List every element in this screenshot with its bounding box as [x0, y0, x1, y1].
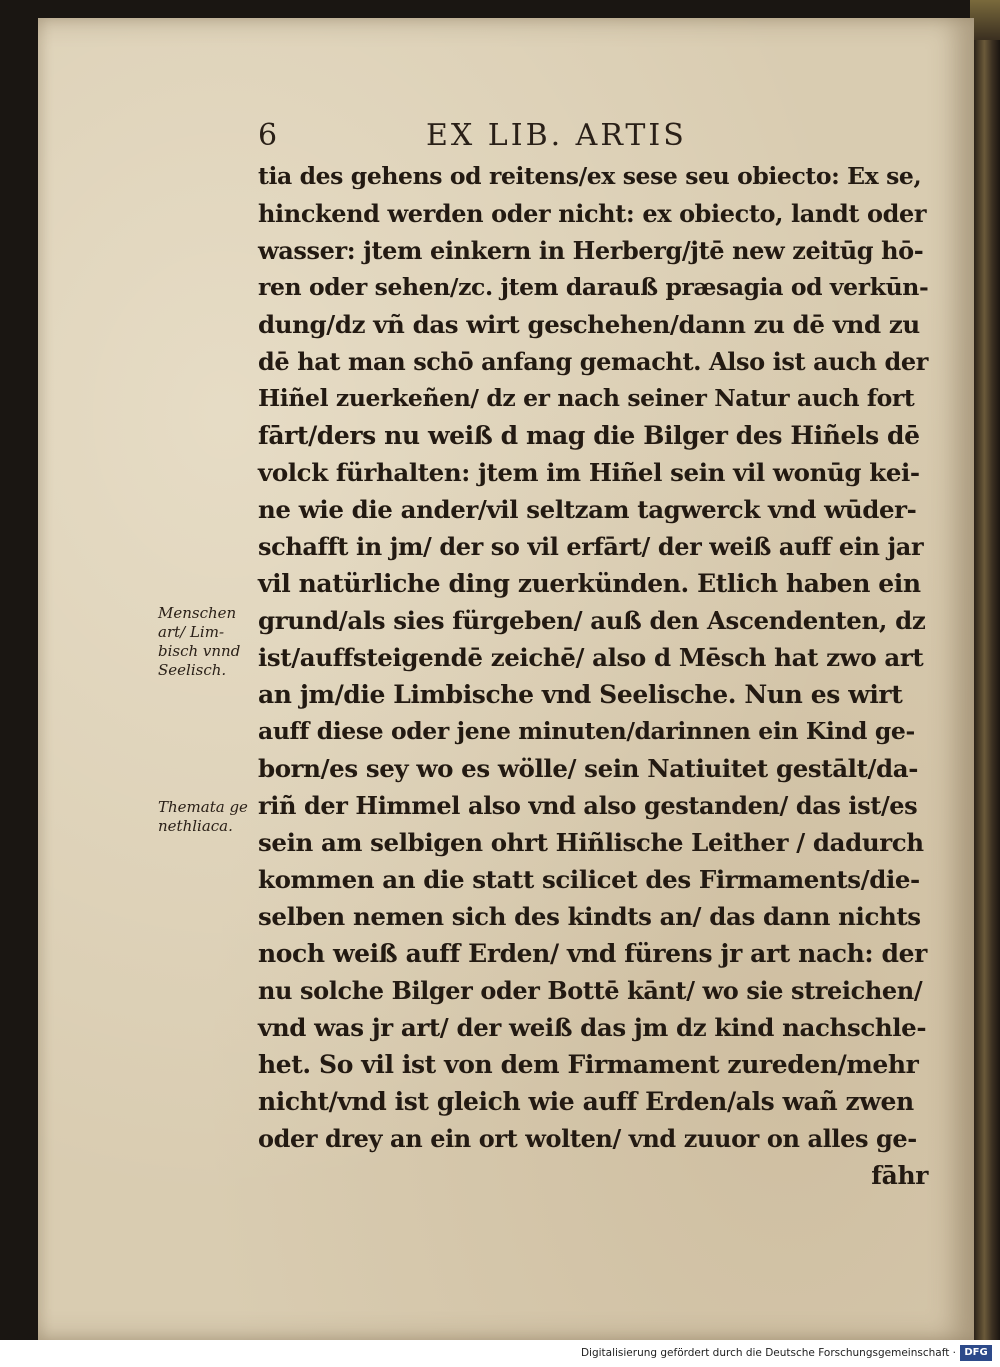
body-text	[258, 158, 928, 1194]
catchword: fāhr	[871, 1161, 928, 1190]
marginal-note-line: art/ Lim-	[158, 623, 225, 641]
book-edge-top	[970, 0, 1000, 40]
marginal-note-line: Seelisch.	[158, 661, 227, 679]
text-line: het. So vil ist von dem Firmament zureden/mehr	[258, 1050, 919, 1079]
text-line: noch weiß auff Erden/ vnd fürens jr art nach: der	[258, 939, 927, 968]
dfg-logo: DFG	[960, 1345, 992, 1361]
text-line: an jm/die Limbische vnd Seelische. Nun es wirt	[258, 680, 903, 709]
text-line: sein am selbigen ohrt Hiñlische Leither / dadurch	[258, 828, 924, 857]
marginal-note-line: Menschen	[158, 604, 237, 622]
text-line: fārt/ders nu weiß d mag die Bilger des Hiñels dē	[258, 421, 920, 450]
text-line: volck fürhalten: jtem im Hiñel sein vil wonūg kei-	[258, 458, 920, 487]
text-line: Hiñel zuerkeñen/ dz er nach seiner Natur auch fort	[258, 384, 915, 412]
text-line: oder drey an ein ort wolten/ vnd zuuor on alles ge-	[258, 1124, 917, 1153]
marginal-note-line: bisch vnnd	[158, 642, 241, 660]
page-number: 6	[258, 118, 278, 153]
text-line: tia des gehens od reitens/ex sese seu obiecto: Ex se,	[258, 162, 922, 190]
funding-credit: Digitalisierung gefördert durch die Deutsche Forschungsgemeinschaft ·	[580, 1347, 956, 1359]
text-line: ist/auffsteigendē zeichē/ also d Mēsch hat zwo art	[258, 643, 924, 672]
text-line: dē hat man schō anfang gemacht. Also ist auch der	[258, 347, 929, 376]
page-header	[258, 118, 758, 158]
text-line: grund/als sies fürgeben/ auß den Ascendenten, dz	[258, 606, 926, 635]
text-line: nicht/vnd ist gleich wie auff Erden/als wañ zwen	[258, 1087, 914, 1116]
marginal-note	[158, 798, 248, 836]
text-line: wasser: jtem einkern in Herberg/jtē new zeitūg hō-	[258, 236, 924, 265]
text-line: kommen an die statt scilicet des Firmaments/die-	[258, 865, 920, 894]
text-line: selben nemen sich des kindts an/ das dann nichts	[258, 902, 921, 931]
running-head: EX LIB. ARTIS	[426, 118, 687, 153]
marginal-note-line: nethliaca.	[158, 817, 233, 835]
text-line: nu solche Bilger oder Bottē kānt/ wo sie streichen/	[258, 976, 923, 1005]
text-line: ne wie die ander/vil seltzam tagwerck vnd wūder-	[258, 495, 917, 524]
text-line: ren oder sehen/zc. jtem darauß præsagia od verkūn-	[258, 273, 929, 301]
book-edge	[974, 0, 1000, 1340]
text-line: schafft in jm/ der so vil erfārt/ der weiß auff ein jar	[258, 532, 924, 561]
text-line: vil natürliche ding zuerkünden. Etlich haben ein	[258, 569, 921, 598]
marginal-note	[158, 604, 240, 680]
text-line: hinckend werden oder nicht: ex obiecto, landt oder	[258, 199, 927, 228]
digitization-footer	[0, 1340, 1000, 1367]
text-line: vnd was jr art/ der weiß das jm dz kind nachschle-	[258, 1013, 927, 1042]
text-line: dung/dz vñ das wirt geschehen/dann zu dē vnd zu	[258, 310, 920, 339]
text-line: riñ der Himmel also vnd also gestanden/ das ist/es	[258, 791, 918, 820]
marginal-note-line: Themata ge	[158, 798, 248, 816]
text-line: born/es sey wo es wölle/ sein Natiuitet gestālt/da-	[258, 754, 919, 783]
text-line: auff diese oder jene minuten/darinnen ein Kind ge-	[258, 717, 915, 745]
